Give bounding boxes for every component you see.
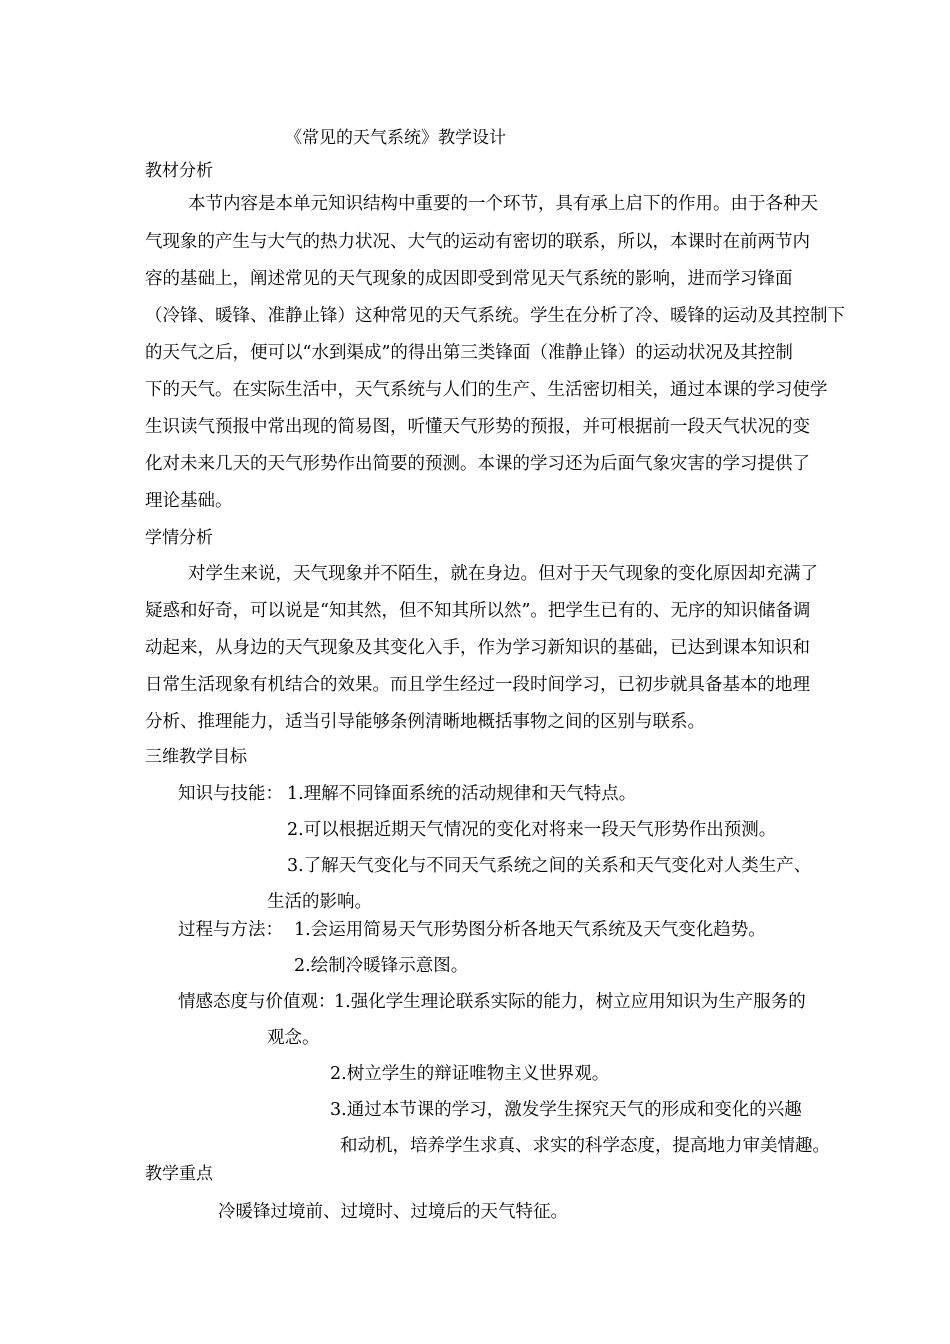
students-line-2: 疑惑和好奇，可以说是“知其然，但不知其所以然”。把学生已有的、无序的知识储备调 <box>145 601 811 621</box>
material-line-9: 理论基础。 <box>145 491 233 511</box>
material-line-6: 下的天气。在实际生活中，天气系统与人们的生产、生活密切相关，通过本课的学习使学 <box>145 380 828 400</box>
students-line-1: 对学生来说，天气现象并不陌生，就在身边。但对于天气现象的变化原因却充满了 <box>188 564 818 584</box>
material-line-7: 生识读气预报中常出现的简易图，听懂天气形势的预报，并可根据前一段天气状况的变 <box>145 417 810 437</box>
heading-key-points: 教学重点 <box>145 1164 213 1184</box>
material-line-8: 化对未来几天的天气形势作出简要的预测。本课的学习还为后面气象灾害的学习提供了 <box>145 454 810 474</box>
heading-teaching-goals: 三维教学目标 <box>145 747 247 767</box>
knowledge-label: 知识与技能： <box>178 784 283 804</box>
students-line-5: 分析、推理能力，适当引导能够条例清晰地概括事物之间的区别与联系。 <box>145 712 705 732</box>
material-line-5: 的天气之后，便可以“水到渠成”的得出第三类锋面（准静止锋）的运动状况及其控制 <box>145 343 793 363</box>
emotion-item-3-line-1: 3.通过本节课的学习，激发学生探究天气的形成和变化的兴趣 <box>330 1100 802 1120</box>
process-item-1: 1.会运用简易天气形势图分析各地天气系统及天气变化趋势。 <box>294 920 766 940</box>
emotion-item-1-line-2: 观念。 <box>267 1028 320 1048</box>
knowledge-item-1: 1.理解不同锋面系统的活动规律和天气特点。 <box>287 784 637 804</box>
emotion-item-3-line-2: 和动机，培养学生求真、求实的科学态度，提高地力审美情趣。 <box>340 1136 830 1156</box>
knowledge-item-3-line-2: 生活的影响。 <box>267 892 372 912</box>
heading-student-analysis: 学情分析 <box>145 528 213 548</box>
material-line-2: 气现象的产生与大气的热力状况、大气的运动有密切的联系，所以，本课时在前两节内 <box>145 232 810 252</box>
students-line-3: 动起来，从身边的天气现象及其变化入手，作为学习新知识的基础，已达到课本知识和 <box>145 638 810 658</box>
emotion-label: 情感态度与价值观： <box>178 992 336 1012</box>
material-line-3: 容的基础上，阐述常见的天气现象的成因即受到常见天气系统的影响，进而学习锋面 <box>145 269 793 289</box>
knowledge-item-2: 2.可以根据近期天气情况的变化对将来一段天气形势作出预测。 <box>287 820 777 840</box>
process-label: 过程与方法： <box>178 920 283 940</box>
material-line-1: 本节内容是本单元知识结构中重要的一个环节，具有承上启下的作用。由于各种天 <box>188 194 818 214</box>
knowledge-item-3-line-1: 3.了解天气变化与不同天气系统之间的关系和天气变化对人类生产、 <box>287 856 812 876</box>
process-item-2: 2.绘制冷暖锋示意图。 <box>294 956 469 976</box>
heading-material-analysis: 教材分析 <box>145 161 213 181</box>
key-points-line: 冷暖锋过境前、过境时、过境后的天气特征。 <box>218 1202 568 1222</box>
emotion-item-1-line-1: 1.强化学生理论联系实际的能力，树立应用知识为生产服务的 <box>334 992 806 1012</box>
students-line-4: 日常生活现象有机结合的效果。而且学生经过一段时间学习，已初步就具备基本的地理 <box>145 675 810 695</box>
emotion-item-2: 2.树立学生的辩证唯物主义世界观。 <box>330 1064 610 1084</box>
material-line-4: （冷锋、暖锋、准静止锋）这种常见的天气系统。学生在分析了冷、暖锋的运动及其控制下 <box>145 306 845 326</box>
document-title: 《常见的天气系统》教学设计 <box>285 128 506 148</box>
